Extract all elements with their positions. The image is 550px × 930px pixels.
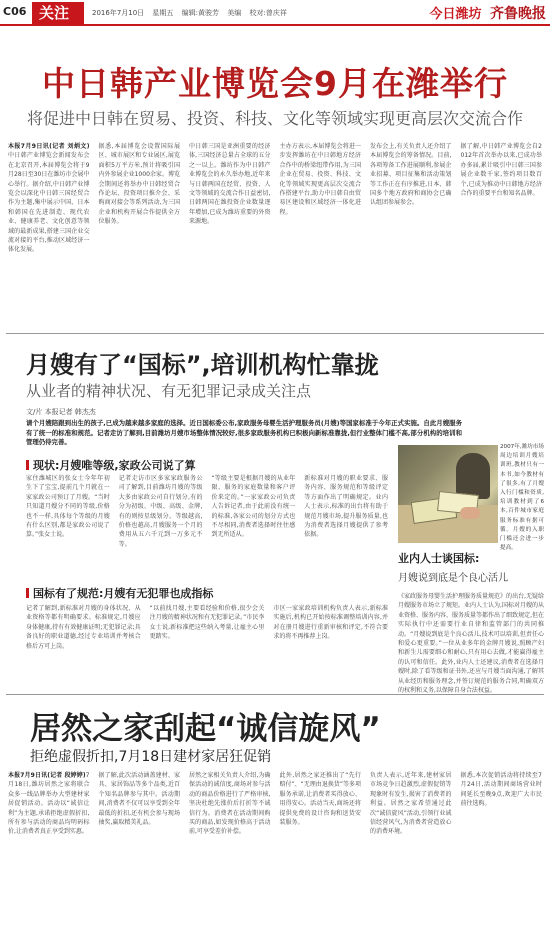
sidebar-title: 业内人士谈国标:	[398, 552, 480, 565]
divider-rule	[6, 333, 544, 334]
photo-person	[456, 453, 490, 499]
article1-column	[370, 142, 452, 260]
article2-section1-body	[26, 474, 388, 576]
article2-column	[119, 474, 203, 576]
article2-subhead	[26, 585, 213, 601]
section-tag: 关注	[32, 2, 84, 24]
photo-hand	[460, 507, 480, 519]
article3-paragraph: 负责人表示,近年来,建材家居市场竞争日趋激烈,虚假促销等现象时有发生,损害了消费者的利益。居然之家希望通过此次“诚信旋风”活动,引领行业诚信经营风气,为消费者营造放心的消费环境。	[370, 772, 452, 836]
article3-paragraph: 据了解,此次活动涵盖建材、家具、家居饰品等多个品类,近百个知名品牌参与其中。活动期间,消费者不仅可以享受到全年最低的折扣,还有机会参与现场抽奖,赢取精美礼品。	[98, 772, 180, 827]
page-number: C06	[3, 5, 27, 18]
masthead-title: 今日潍坊	[429, 7, 482, 22]
article2-subhead-text: 现状:月嫂唯等级,家政公司说了算	[33, 459, 196, 472]
article3-column	[189, 771, 271, 919]
article1-body	[8, 142, 542, 260]
article2-subhead	[26, 457, 196, 473]
article3-column	[99, 771, 181, 919]
article3-paragraph: 7月18日,潍坊居然之家将联合众多一线品牌举办大型建材家居促销活动。活动以“诚信让利”为主题,承诺拒绝虚假折扣,所有参与活动的商品均明码标价,让消费者真正享受到实惠。	[8, 772, 90, 836]
news-photo	[398, 445, 498, 543]
edition-meta	[92, 8, 293, 18]
article3-body	[8, 771, 542, 919]
article1-column	[8, 142, 90, 260]
article3-paragraph: 此外,居然之家还推出了“先行赔付”、“无理由退换货”等多项服务承诺,让消费者买得放心、用得安心。活动当天,商场还将提供免费的设计咨询和送货安装服务。	[279, 772, 361, 827]
article2-byline: 文/片 本报记者 韩杰杰	[26, 408, 96, 416]
article1-column	[99, 142, 181, 260]
article1-column	[189, 142, 271, 260]
article2-column	[26, 474, 110, 576]
article3-dateline: 本报7月9日讯(记者 段婷婷)	[8, 772, 86, 779]
article1-paragraph: 发布会上,有关负责人还介绍了本届博览会的筹备情况。目前,各项筹备工作进展顺利,参展企业招募、项目征集和活动策划等工作正在有序推进,日本、韩国多个地方政府和商协会已确认组团参展参会。	[370, 143, 452, 207]
article1-headline: 中日韩产业博览会9月在潍举行	[42, 64, 508, 103]
article3-column	[8, 771, 90, 919]
article2-paragraph: 新标准对月嫂的职业要求、服务内容、服务规范和等级评定等方面作出了明确规定。业内人士表示,标准的出台将有助于规范月嫂市场,提升服务质量,也为消费者选择月嫂提供了参考依据。	[304, 475, 388, 539]
article3-column	[370, 771, 452, 919]
article3-column	[280, 771, 362, 919]
article2-paragraph: 记者走访市区多家家政服务公司了解到,目前潍坊月嫂的等级大多由家政公司自行划分,有的分为初级、中级、高级、金牌,有的则按星级划分。等级越高,价格也越高,月嫂服务一个月的费用从五六千元到一万多元不等。	[118, 475, 203, 548]
masthead	[429, 3, 546, 23]
article1-dateline: 本报7月9日讯(记者 刘炳文)	[8, 143, 90, 150]
issue-weekday: 星期五	[152, 9, 174, 17]
article2-paragraph: 记者了解到,新标准对月嫂的身体状况、从业资格等都有明确要求。标准规定,月嫂应身体健康,持有有效健康证明;无犯罪记录;具备良好的职业道德,经过专业培训并考核合格后方可上岗。	[26, 605, 141, 650]
article1-paragraph: 据了解,中日韩产业博览会自2012年首次举办以来,已成功举办多届,累计吸引中日韩三国参展企业数千家,签约项目数百个,已成为推动中日韩地方经济合作的重要平台和知名品牌。	[460, 143, 542, 198]
article1-column	[461, 142, 543, 260]
proofreader-credit: 校对:曾庆祥	[249, 9, 287, 17]
article2-paragraph: 市区一家家政培训机构负责人表示,新标准实施后,机构已开始按标准调整培训内容,并对在册月嫂进行重新审核和评定,不符合要求的将不再推荐上岗。	[273, 605, 389, 641]
article1-paragraph: 中日韩产业博览会新闻发布会在北京召开,本届博览会将于9月28日至30日在潍坊市会展中心举行。据介绍,中日韩产业博览会以深化中日韩三国经贸合作为主题,集中展示中国、日本和韩国在先进制造、现代农业、健康养老、文化创意等领域的最新成果,搭建三国企业交流对接的平台,推动区域经济一体化发展。	[8, 152, 90, 254]
article2-column	[304, 474, 388, 576]
article2-subhead-text: 国标有了规范:月嫂有无犯罪也成指标	[33, 587, 214, 600]
article2-column	[212, 474, 296, 576]
sidebar-quote: 月嫂说到底是个良心活儿	[398, 573, 508, 584]
newspaper-brand: 齐鲁晚报	[490, 6, 546, 22]
designer-credit: 美编	[227, 9, 242, 17]
editor-credit: 编辑:黄骏芳	[181, 9, 220, 17]
subhead-marker	[26, 460, 29, 470]
article1-paragraph: 中日韩三国是亚洲重要的经济体,三国经济总量占全球的五分之一以上。潍坊作为中日韩产业博览会的永久举办地,近年来与日韩两国在经贸、投资、人文等领域的交流合作日益密切,日韩两国在潍投资企业数量逐年增加,已成为潍坊重要的外资来源地。	[189, 143, 271, 226]
article2-paragraph: “等级主要是根据月嫂的从业年限、服务的家庭数量和客户评价来定的。”一家家政公司负责人告诉记者,由于此前没有统一的标准,各家公司的划分方式也不尽相同,消费者选择时往往感到无所适从。	[211, 475, 296, 539]
divider-rule	[6, 694, 544, 695]
article3-paragraph: 据悉,本次促销活动将持续至7月24日,活动期间商场营业时间延长至晚9点,欢迎广大市民前往选购。	[460, 772, 542, 808]
page-header	[0, 0, 550, 26]
article1-paragraph: 据悉,本届博览会设置国际展区、城市展区和专业展区,展览面积5万平方米,预计将吸引国内外参展企业1000余家。博览会期间还将举办中日韩经贸合作论坛、投资项目推介会、采购商对接会等系列活动,为三国企业和机构开展合作提供全方位服务。	[98, 143, 180, 226]
photo-caption: 2007年,潍坊市场周边培训月嫂培训班,教材只有一本书,如今教材有了很多,有了月嫂入行门槛和资质,培训教材到了6本,百件城市家庭服务标准有据可循。月嫂的入职门槛还会进一步提高。	[500, 444, 544, 552]
article2-column	[26, 604, 141, 688]
article1-deck: 将促进中日韩在贸易、投资、科技、文化等领域实现更高层次交流合作	[26, 109, 523, 128]
article2-paragraph: “以前找月嫂,主要看经验和价格,很少会关注月嫂的精神状况和有无犯罪记录。”市民李女士说,新标准把这些纳入考量,让雇主心里更踏实。	[149, 605, 265, 641]
article2-deck: 从业者的精神状况、有无犯罪记录成关注点	[26, 382, 312, 400]
article2-lead: 请个月嫂陪跟到出生的孩子,已成为越来越多家庭的选择。近日国标委公布,家政服务母婴生活护理服务员(月嫂)等国家标准于今年正式实施。自此月嫂服务有了统一的标准和规范。记者走访了解到,目前潍坊月嫂市场整体情况较好,很多家政服务机构已积极向新标准靠拢,但行业整体门槛不高,部分机构的培训和管理仍待完善。	[26, 419, 462, 447]
article2-column	[150, 604, 265, 688]
sidebar-text: 《家政服务母婴生活护理服务质量规范》的出台,无疑给月嫂服务市场立了规矩。业内人士认为,国标对月嫂的从业资格、服务内容、服务质量等都作出了细致规定,但在实际执行中还需要行业自律和监管部门的共同推动。“月嫂说到底是个良心活儿,技术可以培训,但责任心和爱心更重要。”一位从业多年的金牌月嫂说,照顾产妇和新生儿需要细心和耐心,只有用心去做,才能赢得雇主的认可和信任。此外,业内人士还建议,消费者在选择月嫂时,除了看等级和证书外,还应与月嫂当面沟通,了解其从业经历和服务理念,并签订规范的服务合同,明确双方的权利和义务,以保障自身合法权益。	[398, 593, 544, 695]
article2-headline: 月嫂有了“国标”,培训机构忙靠拢	[26, 351, 379, 379]
article1-paragraph: 主办方表示,本届博览会将进一步发挥潍坊在中日韩地方经济合作中的桥梁纽带作用,为三国企业在贸易、投资、科技、文化等领域实现更高层次交流合作搭建平台,助力中日韩自由贸易区建设和区域经济一体化进程。	[279, 143, 361, 216]
article3-column	[461, 771, 543, 919]
article3-paragraph: 居然之家相关负责人介绍,为确保活动的诚信度,商场对参与活动的商品价格进行了严格审核,坚决杜绝先涨价后打折等不诚信行为。消费者在活动期间购买的商品,如发现价格高于活动前,可享受差价补偿。	[189, 772, 271, 836]
article3-headline: 居然之家刮起“诚信旋风”	[30, 711, 381, 747]
article1-column	[280, 142, 362, 260]
issue-date: 2016年7月10日	[92, 9, 145, 17]
article2-column	[273, 604, 388, 688]
article2-section2-body	[26, 604, 388, 688]
article3-deck: 拒绝虚假折扣,7月18日建材家居狂促销	[30, 749, 272, 765]
article2-paragraph: 家住潍城区的张女士今年年初生下了宝宝,提前几个月就在一家家政公司预订了月嫂。“当时只知道月嫂分不同的等级,价格也不一样,具体每个等级的月嫂有什么区别,都是家政公司说了算。”张女士说。	[26, 475, 110, 539]
subhead-marker	[26, 588, 29, 598]
